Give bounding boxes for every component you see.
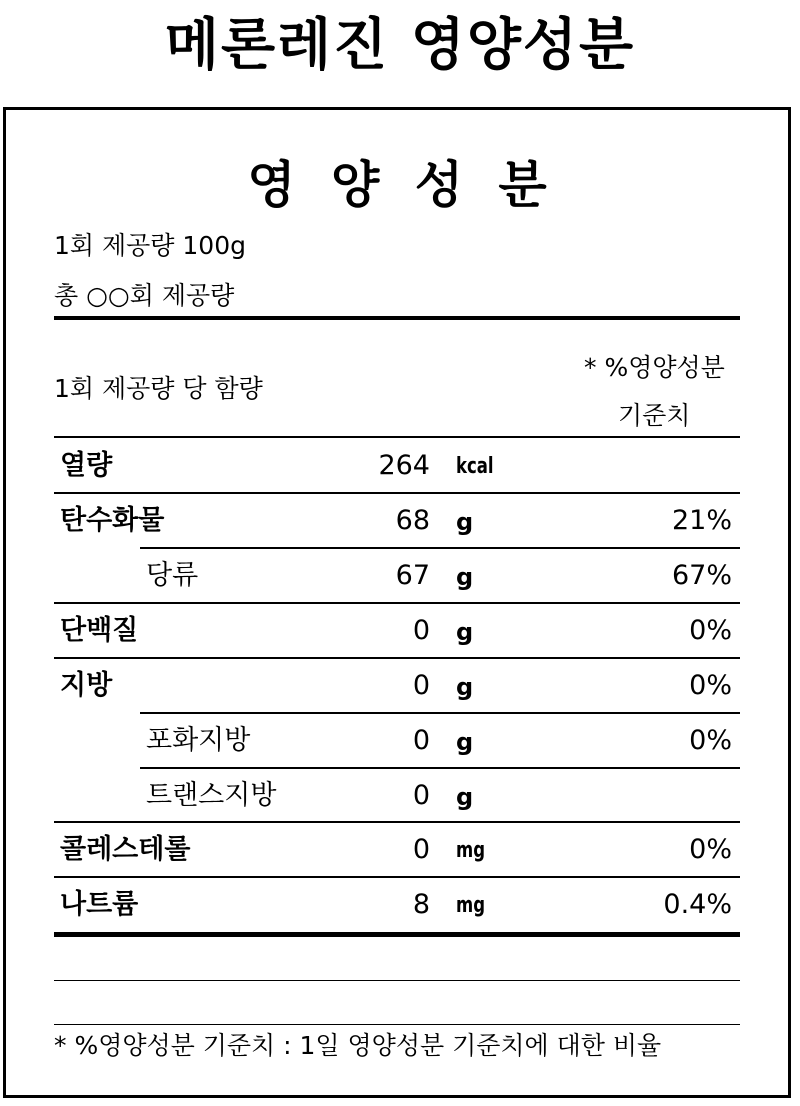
nutrient-row-carbohydrate [54, 494, 740, 547]
nutrient-percent: 0% [689, 834, 732, 865]
nutrient-percent: 67% [671, 560, 732, 591]
nutrient-amount: 0 [412, 780, 430, 811]
nutrition-facts-panel [3, 107, 791, 1098]
nutrient-unit: kcal [456, 454, 494, 479]
nutrient-unit: g [456, 728, 474, 756]
nutrient-percent: 21% [671, 505, 732, 536]
daily-value-header-sub: 기준치 [618, 401, 691, 430]
nutrient-name: 단백질 [60, 615, 139, 646]
nutrient-unit: g [456, 563, 474, 591]
thin-divider [54, 1024, 740, 1025]
nutrient-percent: 0% [689, 615, 732, 646]
header-divider [54, 436, 740, 438]
thin-divider [54, 980, 740, 981]
nutrient-row-fat [54, 659, 740, 712]
nutrient-percent: 0% [689, 670, 732, 701]
servings-total: 총 ○○회 제공량 [54, 281, 235, 310]
nutrient-row-cholesterol [54, 823, 740, 876]
nutrient-name: 트랜스지방 [146, 780, 277, 811]
nutrient-name: 콜레스테롤 [60, 834, 191, 865]
footnote: * %영양성분 기준치 : 1일 영양성분 기준치에 대한 비율 [54, 1031, 662, 1060]
nutrient-row-trans-fat [54, 769, 740, 822]
nutrient-unit: g [456, 508, 474, 536]
nutrient-row-calories [54, 439, 740, 492]
nutrient-amount: 8 [412, 889, 430, 920]
nutrient-unit: g [456, 618, 474, 646]
nutrient-amount: 264 [378, 450, 430, 481]
daily-value-header: * %영양성분 [584, 353, 725, 382]
nutrient-name: 포화지방 [146, 725, 251, 756]
nutrient-amount: 0 [412, 725, 430, 756]
nutrient-row-sodium [54, 878, 740, 931]
bottom-thick-divider [54, 932, 740, 937]
nutrient-name: 열량 [60, 450, 113, 481]
thick-divider [54, 316, 740, 320]
nutrient-unit: mg [456, 893, 486, 918]
nutrient-name: 탄수화물 [60, 505, 165, 536]
panel-heading: 영 양 성 분 [247, 156, 547, 214]
nutrient-amount: 68 [395, 505, 430, 536]
nutrient-row-saturated-fat [54, 714, 740, 767]
nutrient-name: 나트륨 [60, 889, 139, 920]
nutrient-amount: 67 [395, 560, 430, 591]
nutrient-amount: 0 [412, 615, 430, 646]
nutrient-unit: g [456, 673, 474, 701]
nutrient-amount: 0 [412, 834, 430, 865]
nutrient-row-protein [54, 604, 740, 657]
page-title: 메론레진 영양성분 [164, 13, 636, 78]
nutrient-percent: 0.4% [663, 889, 732, 920]
nutrient-amount: 0 [412, 670, 430, 701]
nutrient-row-sugars [54, 549, 740, 602]
per-serving-label: 1회 제공량 당 함량 [54, 374, 263, 403]
nutrient-name: 지방 [60, 670, 113, 701]
nutrient-unit: g [456, 783, 474, 811]
serving-size: 1회 제공량 100g [54, 231, 246, 260]
nutrient-unit: mg [456, 838, 486, 863]
nutrient-percent: 0% [689, 725, 732, 756]
nutrient-name: 당류 [146, 560, 199, 591]
